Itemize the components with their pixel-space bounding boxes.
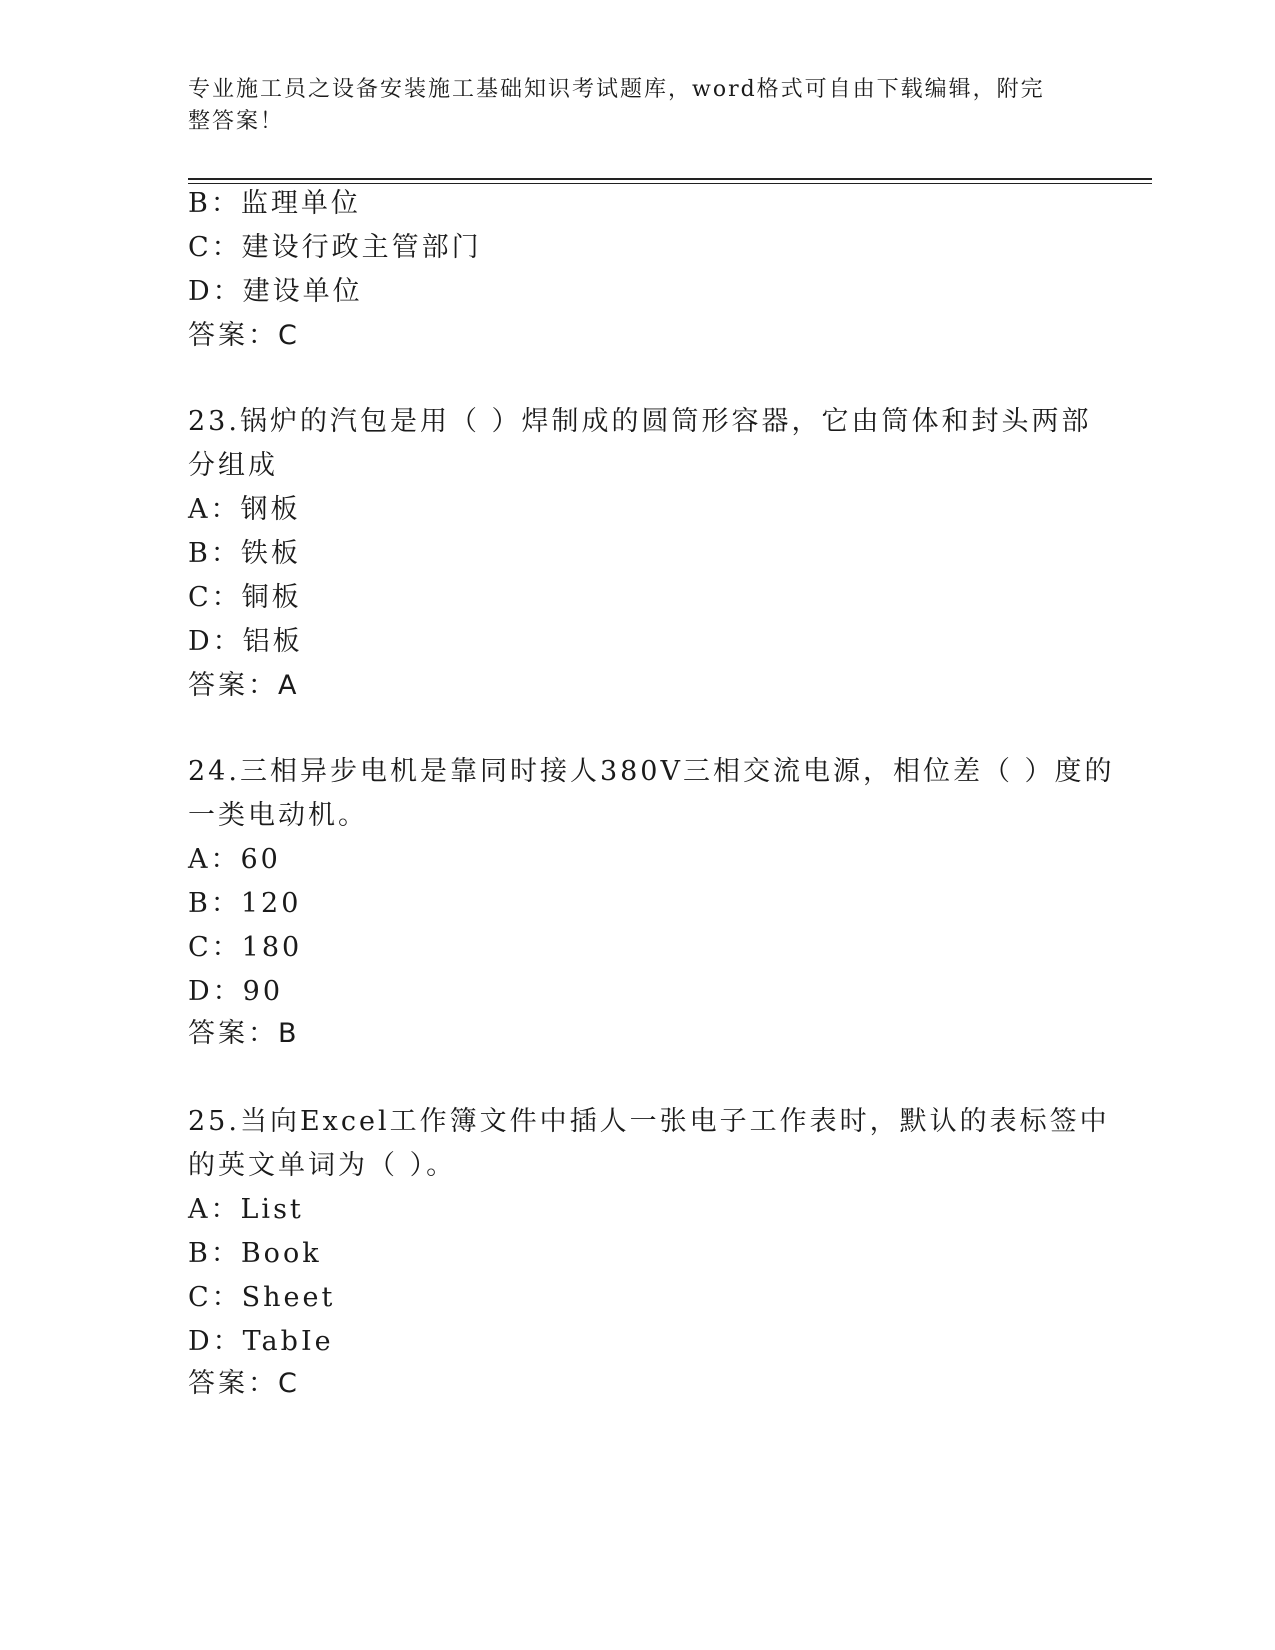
option-a: A：60 bbox=[188, 844, 281, 875]
option-b: B：监理单位 bbox=[188, 188, 361, 219]
option-c: C：铜板 bbox=[188, 582, 302, 613]
answer: 答案：C bbox=[188, 1368, 300, 1399]
question-stem: 24.三相异步电机是靠同时接人380V三相交流电源，相位差（ ）度的 bbox=[188, 756, 1115, 787]
question-stem: 25.当向Excel工作簿文件中插人一张电子工作表时，默认的表标签中 bbox=[188, 1106, 1110, 1137]
option-b: B：120 bbox=[188, 888, 302, 919]
question-stem-continued: 一类电动机。 bbox=[188, 800, 368, 831]
option-a: A：钢板 bbox=[188, 494, 301, 525]
option-d: D：建设单位 bbox=[188, 276, 363, 307]
option-c: C：建设行政主管部门 bbox=[188, 232, 482, 263]
answer: 答案：C bbox=[188, 320, 300, 351]
answer: 答案：B bbox=[188, 1018, 300, 1049]
option-b: B：Book bbox=[188, 1238, 322, 1269]
option-d: D：TabIe bbox=[188, 1326, 334, 1357]
header-rule-thin bbox=[188, 183, 1152, 184]
page-header: 专业施工员之设备安装施工基础知识考试题库，word格式可自由下载编辑，附完整答案！ bbox=[188, 77, 1045, 134]
option-d: D：90 bbox=[188, 976, 284, 1007]
option-c: C：180 bbox=[188, 932, 303, 963]
question-stem-continued: 的英文单词为（ ）。 bbox=[188, 1150, 457, 1181]
option-d: D：铝板 bbox=[188, 626, 303, 657]
header-rule-thick bbox=[188, 178, 1152, 180]
answer: 答案：A bbox=[188, 670, 300, 701]
question-stem: 23.锅炉的汽包是用（ ）焊制成的圆筒形容器，它由筒体和封头两部 bbox=[188, 406, 1092, 437]
question-stem-continued: 分组成 bbox=[188, 450, 278, 481]
option-c: C：Sheet bbox=[188, 1282, 336, 1313]
option-a: A：List bbox=[188, 1194, 304, 1225]
option-b: B：铁板 bbox=[188, 538, 301, 569]
